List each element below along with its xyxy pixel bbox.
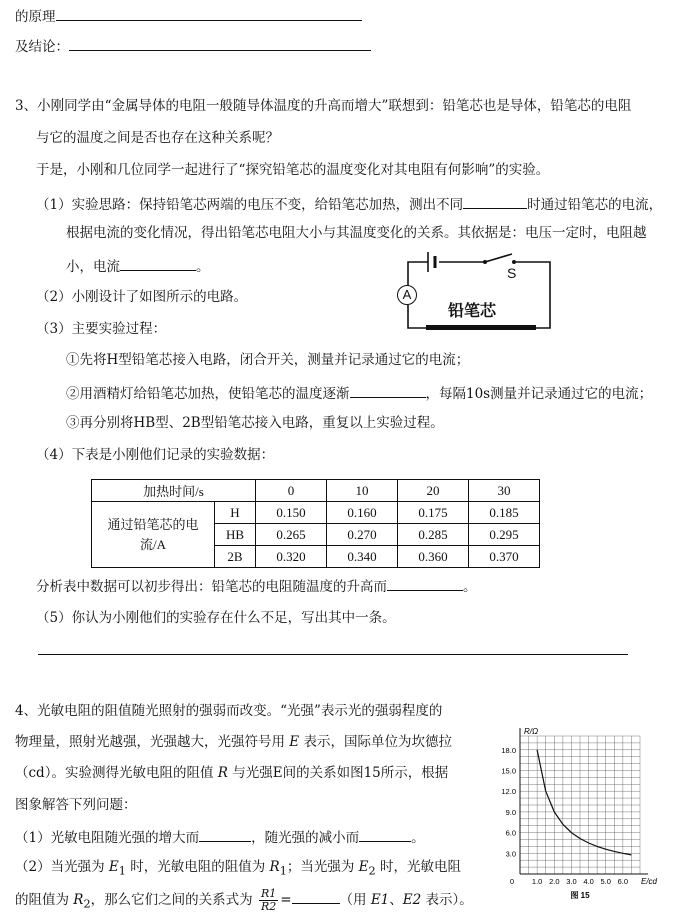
- q4-line1: 4、光敏电阻的阻值随光照射的强弱而改变。“光强”表示光的强弱程度的: [15, 703, 443, 719]
- q3-part2: （2）小刚设计了如图所示的电路。: [36, 289, 248, 305]
- time-header: 加热时间/s: [92, 480, 256, 502]
- chart-xlabel: E/cd: [641, 877, 658, 886]
- y-tick-label: 18.0: [501, 745, 516, 755]
- pencil-type: H: [215, 502, 256, 524]
- q3-step2: ②用酒精灯给铅笔芯加热，使铅笔芯的温度逐渐 ，每隔10s测量并记录通过它的电流；: [66, 383, 652, 403]
- answer-blank[interactable]: [350, 383, 426, 398]
- ammeter-icon: A: [397, 285, 417, 305]
- table-cell: 0.340: [327, 546, 398, 568]
- q3-part1-line2: 根据电流的变化情况，得出铅笔芯电阻大小与其温度变化的关系。其依据是：电压一定时，电阻越: [66, 225, 647, 241]
- x-tick-label: 4.0: [583, 877, 594, 886]
- q3-intro-2: 与它的温度之间是否也存在这种关系呢？: [36, 130, 279, 146]
- table-row: [92, 502, 540, 524]
- q3-part1-line1: （1）实验思路：保持铅笔芯两端的电压不变，给铅笔芯加热，测出不同 时通过铅笔芯的电流，: [36, 194, 662, 214]
- table-cell: 0.160: [327, 502, 398, 524]
- pencil-label: 铅笔芯: [448, 301, 497, 320]
- table-cell: 0.175: [398, 502, 469, 524]
- resistance-light-chart: [492, 724, 672, 914]
- table-cell: 0.285: [398, 524, 469, 546]
- pencil-lead: [426, 325, 536, 330]
- table-cell: 0.360: [398, 546, 469, 568]
- answer-blank[interactable]: [199, 827, 251, 842]
- table-cell: 20: [398, 480, 469, 502]
- q3-part1-line3: 小，电流 。: [66, 256, 210, 276]
- table-cell: 0.295: [469, 524, 540, 546]
- q4-part1: （1）光敏电阻随光强的增大而 ，随光强的减小而 。: [15, 827, 425, 847]
- x-tick-label: 6.0: [617, 877, 629, 886]
- q3-intro-3: 于是，小刚和几位同学一起进行了“探究铅笔芯的温度变化对其电阻有何影响”的实验。: [36, 162, 550, 178]
- intro-principle-line: 的原理: [15, 6, 362, 26]
- answer-blank[interactable]: [120, 256, 196, 271]
- switch-label: S: [507, 265, 517, 281]
- table-cell: 0.265: [256, 524, 327, 546]
- pencil-type: HB: [215, 524, 256, 546]
- conclusion-line: 及结论：: [15, 36, 371, 56]
- x-tick-label: 2.0: [549, 877, 560, 886]
- x-tick-label: 1.0: [531, 877, 543, 886]
- q3-part4: （4）下表是小刚他们记录的实验数据：: [36, 447, 275, 463]
- x-tick-label: 0: [509, 877, 515, 886]
- q4-line2: 物理量，照射光越强，光强越大，光强符号用 E 表示，国际单位为坎德拉: [15, 734, 452, 750]
- table-cell: 0.270: [327, 524, 398, 546]
- chart-series-line: [537, 750, 631, 855]
- y-tick-label: 12.0: [501, 787, 516, 797]
- row-header: 通过铅笔芯的电流/A: [92, 502, 215, 568]
- table-cell: 30: [469, 480, 540, 502]
- q4-part2-line2: 的阻值为 $R_2$，那么它们之间的关系式为 $\frac{R1}{R2}$ = （用 E1、E2 表示）。: [15, 887, 473, 913]
- chart-ylabel: R/Ω: [524, 727, 539, 736]
- table-cell: 0.150: [256, 502, 327, 524]
- q3-part5: （5）你认为小刚他们的实验存在什么不足，写出其中一条。: [36, 610, 396, 626]
- answer-blank[interactable]: [292, 889, 340, 904]
- y-tick-label: 6.0: [505, 828, 516, 838]
- ratio-fraction: $\frac{R1}{R2}$: [260, 887, 277, 913]
- q4-line4: 图象解答下列问题：: [15, 797, 137, 813]
- table-cell: 0.185: [469, 502, 540, 524]
- q4-part2-line1: （2）当光强为 $E_1$ 时，光敏电阻的阻值为 $R_1$；当光强为 $E_2$ 时，光敏电阻: [15, 859, 461, 878]
- table-cell: 0: [256, 480, 327, 502]
- data-table: [91, 479, 540, 568]
- table-cell: 0.370: [469, 546, 540, 568]
- answer-blank[interactable]: [463, 194, 527, 209]
- switch-lever[interactable]: [485, 254, 512, 262]
- answer-blank[interactable]: [387, 576, 463, 591]
- pencil-type: 2B: [215, 546, 256, 568]
- table-cell: 10: [327, 480, 398, 502]
- y-tick-label: 15.0: [501, 766, 516, 776]
- q3-step3: ③再分别将HB型、2B型铅笔芯接入电路，重复以上实验过程。: [66, 415, 444, 431]
- answer-line[interactable]: [38, 654, 628, 655]
- y-tick-label: 3.0: [505, 849, 516, 859]
- answer-blank[interactable]: [69, 36, 371, 51]
- table-cell: 0.320: [256, 546, 327, 568]
- answer-blank[interactable]: [359, 827, 411, 842]
- y-tick-label: 9.0: [505, 807, 516, 817]
- x-tick-label: 5.0: [600, 877, 611, 886]
- q3-part3: （3）主要实验过程：: [36, 321, 167, 337]
- x-tick-label: 3.0: [566, 877, 577, 886]
- q3-step1: ①先将H型铅笔芯接入电路，闭合开关，测量并记录通过它的电流；: [66, 352, 470, 368]
- q4-line3: （cd）。实验测得光敏电阻的阻值 R 与光强E间的关系如图15所示，根据: [15, 765, 449, 781]
- answer-blank[interactable]: [56, 6, 362, 21]
- q3-analysis: 分析表中数据可以初步得出：铅笔芯的电阻随温度的升高而 。: [36, 576, 477, 596]
- chart-caption: 图 15: [570, 891, 590, 900]
- q3-intro-1: 3、小刚同学由“金属导体的电阻一般随导体温度的升高而增大”联想到：铅笔芯也是导体，铅笔芯的电阻: [15, 98, 632, 114]
